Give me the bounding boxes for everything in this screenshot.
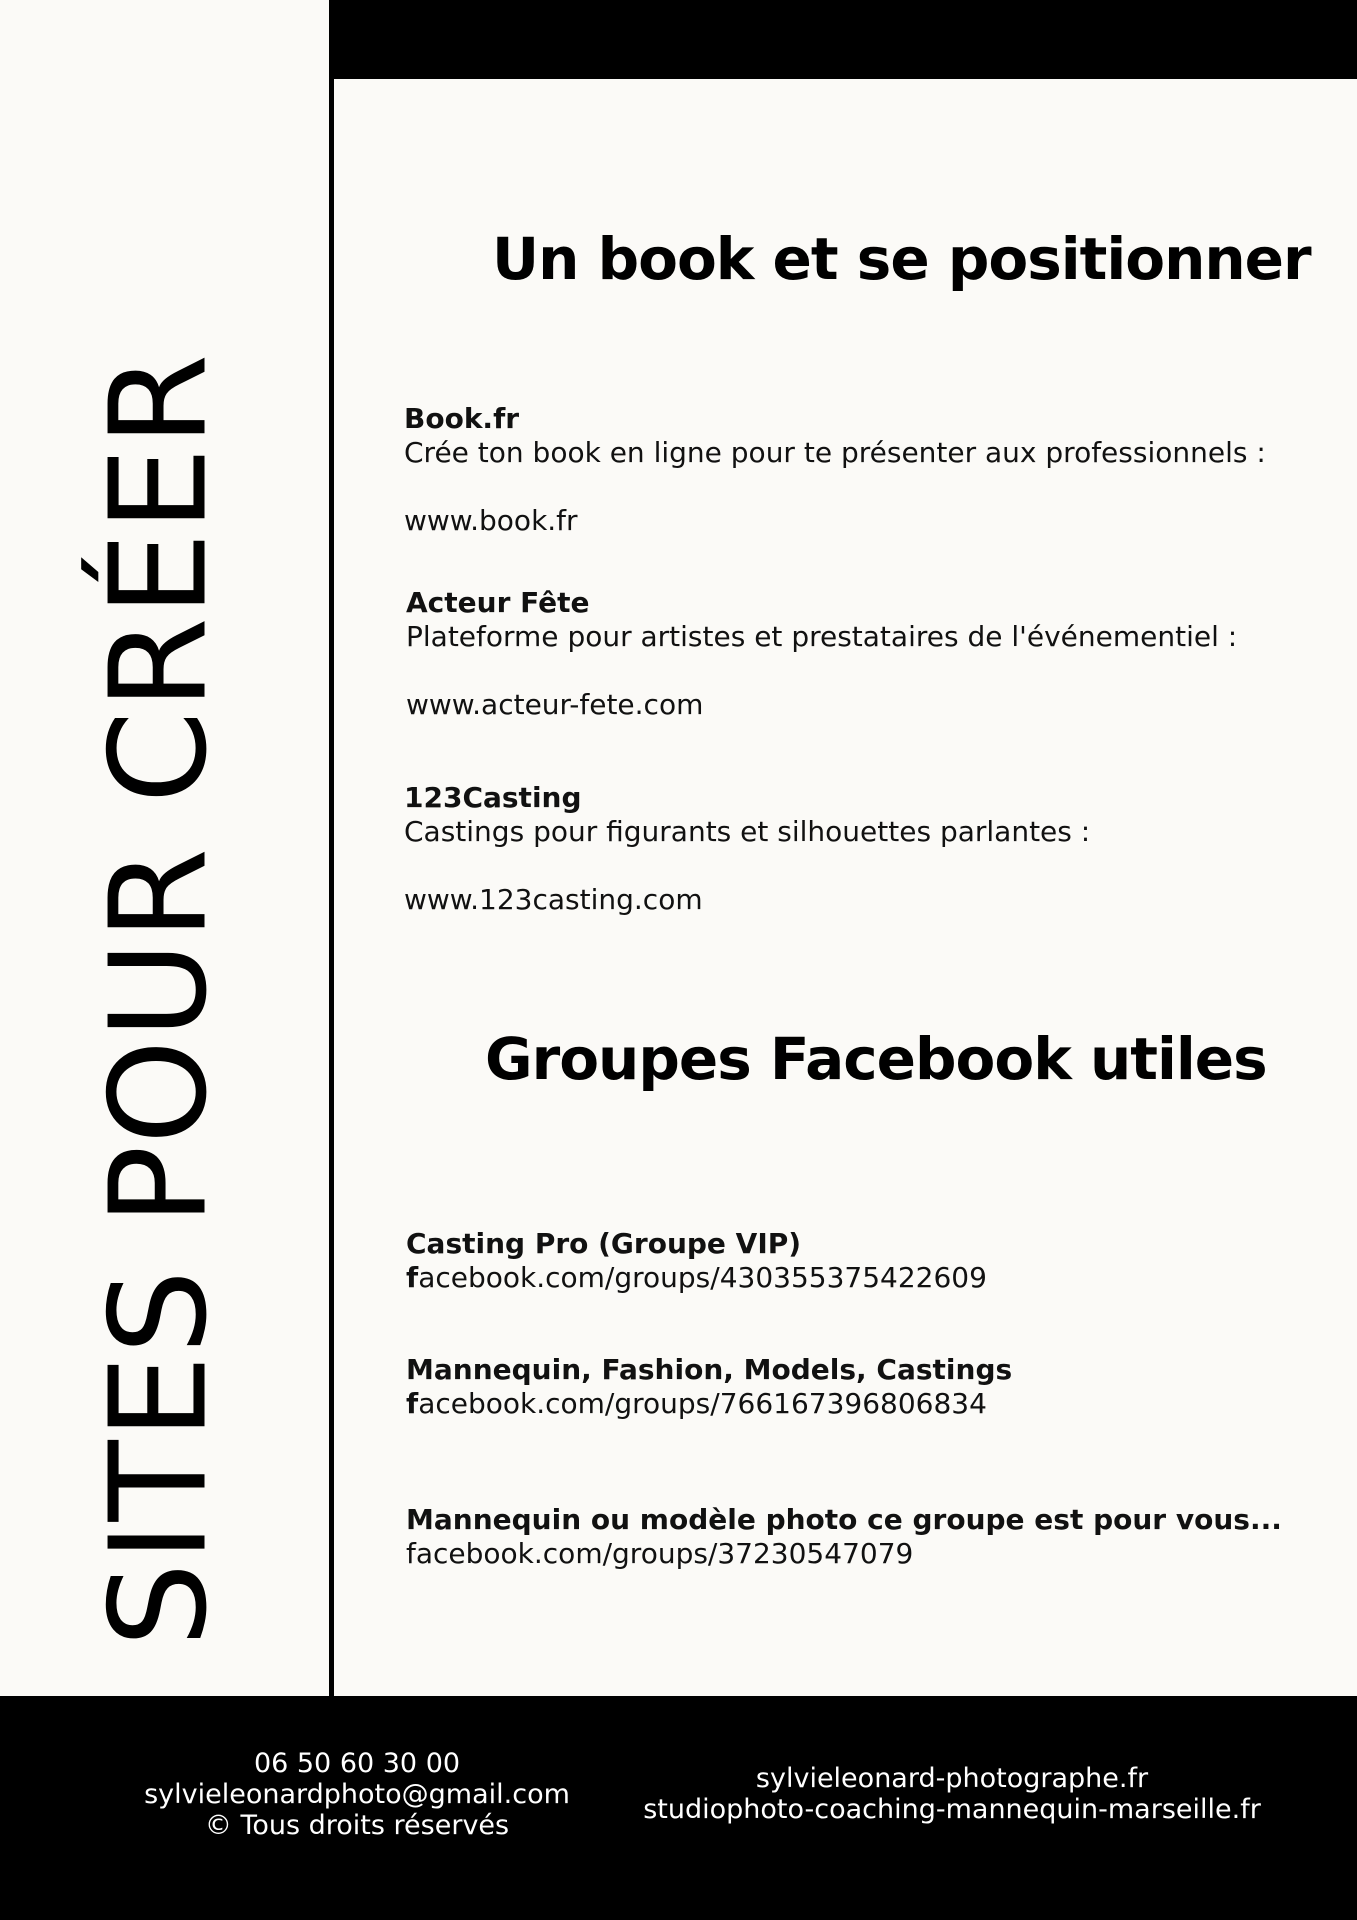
entry-link[interactable]: www.123casting.com xyxy=(404,883,703,916)
vertical-divider xyxy=(329,0,334,1696)
link-rest: acebook.com/groups/766167396806834 xyxy=(418,1387,987,1420)
link-first-letter: f xyxy=(406,1387,419,1420)
entry-mannequin-fashion xyxy=(406,1353,1012,1421)
entry-name: 123Casting xyxy=(404,781,582,814)
link-first-letter: f xyxy=(406,1261,419,1294)
top-black-bar xyxy=(331,0,1357,79)
footer-copyright: © Tous droits réservés xyxy=(204,1810,510,1841)
entry-book-fr xyxy=(404,402,1266,538)
entry-name: Mannequin, Fashion, Models, Castings xyxy=(406,1353,1013,1386)
entry-link[interactable]: www.book.fr xyxy=(404,504,578,537)
link-rest: acebook.com/groups/430355375422609 xyxy=(418,1261,987,1294)
footer-phone[interactable]: 06 50 60 30 00 xyxy=(253,1748,461,1779)
entry-description: Plateforme pour artistes et prestataires de l'événementiel : xyxy=(406,620,1238,653)
footer-website-2[interactable]: studiophoto-coaching-mannequin-marseille.fr xyxy=(643,1794,1261,1825)
entry-description: Crée ton book en ligne pour te présenter aux professionnels : xyxy=(404,436,1266,469)
heading-facebook: Groupes Facebook utiles xyxy=(485,1025,1267,1093)
entry-casting-pro xyxy=(406,1227,987,1295)
entry-link[interactable] xyxy=(406,1387,1012,1421)
entry-link[interactable] xyxy=(406,1261,987,1295)
entry-link[interactable]: www.acteur-fete.com xyxy=(406,688,704,721)
entry-link[interactable] xyxy=(406,1537,1282,1571)
heading-book: Un book et se positionner xyxy=(492,225,1311,293)
entry-name: Mannequin ou modèle photo ce groupe est pour vous... xyxy=(406,1503,1282,1536)
entry-acteur-fete xyxy=(406,586,1237,722)
entry-name: Book.fr xyxy=(404,402,520,435)
footer xyxy=(0,1696,1357,1920)
footer-email[interactable]: sylvieleonardphoto@gmail.com xyxy=(144,1779,570,1810)
entry-name: Acteur Fête xyxy=(406,586,590,619)
footer-contact xyxy=(144,1748,570,1841)
entry-name: Casting Pro (Groupe VIP) xyxy=(406,1227,802,1260)
link-rest: facebook.com/groups/37230547079 xyxy=(406,1537,914,1570)
side-title: SITES POUR CRÉER xyxy=(82,352,237,1648)
entry-123casting xyxy=(404,781,1090,917)
entry-mannequin-modele xyxy=(406,1503,1282,1571)
footer-website[interactable]: sylvieleonard-photographe.fr xyxy=(755,1763,1149,1794)
footer-websites xyxy=(643,1763,1261,1825)
entry-description: Castings pour figurants et silhouettes parlantes : xyxy=(404,815,1091,848)
